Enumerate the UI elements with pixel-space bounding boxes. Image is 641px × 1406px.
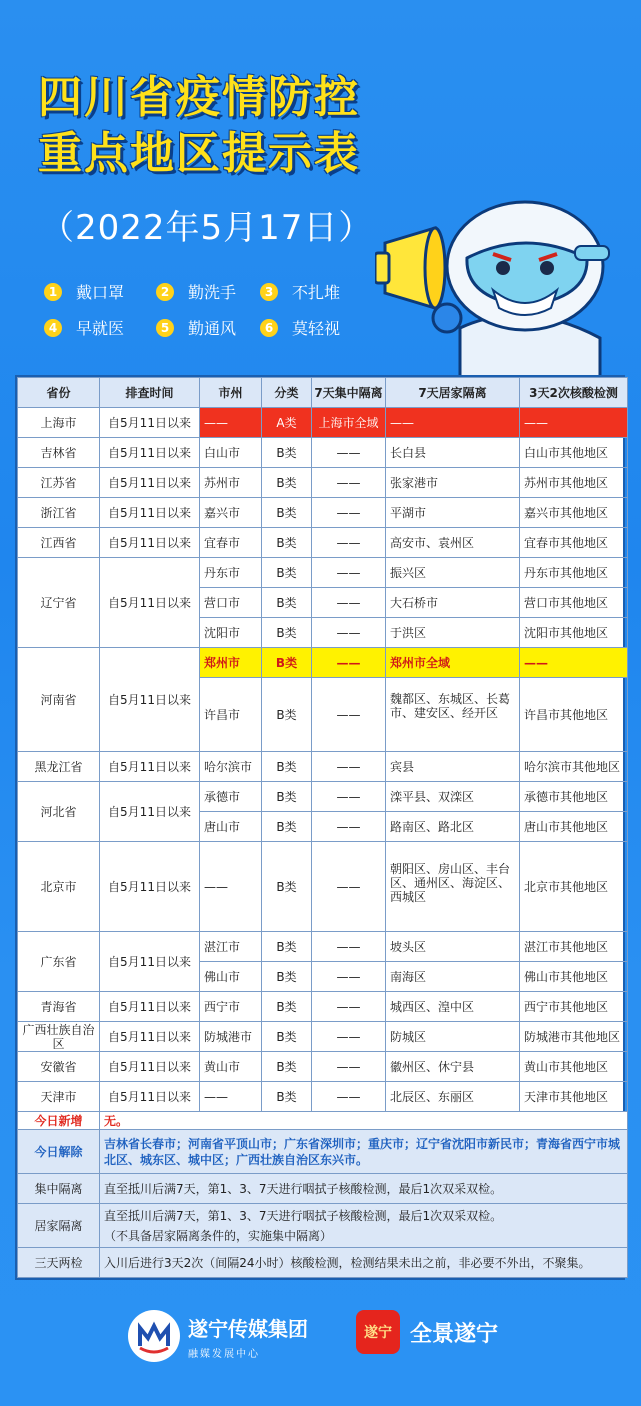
- cell-test: 沈阳市其他地区: [520, 618, 628, 648]
- cell-home: 长白县: [386, 438, 520, 468]
- cell-central: ——: [312, 648, 386, 678]
- cell-test: 白山市其他地区: [520, 438, 628, 468]
- cell-time: 自5月11日以来: [100, 1052, 200, 1082]
- column-header-city: 市州: [200, 378, 262, 408]
- table-row: [18, 1082, 628, 1112]
- cell-test: 西宁市其他地区: [520, 992, 628, 1022]
- tip-item: [44, 316, 124, 339]
- cell-province: 吉林省: [18, 438, 100, 468]
- cell-city: 湛江市: [200, 932, 262, 962]
- tip-label: 早就医: [76, 319, 125, 338]
- tip-label: 勤洗手: [188, 283, 237, 302]
- new-value: 无。: [100, 1112, 628, 1130]
- cell-class: B类: [262, 468, 312, 498]
- cell-central: ——: [312, 812, 386, 842]
- column-header-test: 3天2次核酸检测: [520, 378, 628, 408]
- tip-item: [260, 280, 340, 303]
- title-line-1: 四川省疫情防控: [38, 72, 360, 123]
- column-header-province: 省份: [18, 378, 100, 408]
- cell-time: 自5月11日以来: [100, 1022, 200, 1052]
- table-row: [18, 1052, 628, 1082]
- three-value: 入川后进行3天2次（间隔24小时）核酸检测，检测结果未出之前，非必要不外出，不聚集。: [100, 1248, 628, 1278]
- table-row: [18, 438, 628, 468]
- column-header-class: 分类: [262, 378, 312, 408]
- cell-class: B类: [262, 1082, 312, 1112]
- tip-number: 1: [44, 283, 62, 301]
- cell-time: 自5月11日以来: [100, 842, 200, 932]
- brand-suining-media: [128, 1310, 308, 1362]
- cell-province: 河北省: [18, 782, 100, 842]
- cell-central: ——: [312, 962, 386, 992]
- quanjing-logo-icon: 遂宁: [356, 1310, 400, 1354]
- cell-province: 青海省: [18, 992, 100, 1022]
- cell-test: 苏州市其他地区: [520, 468, 628, 498]
- tip-label: 莫轻视: [292, 319, 341, 338]
- tip-number: 3: [260, 283, 278, 301]
- cell-central: ——: [312, 1052, 386, 1082]
- table-row: [18, 558, 628, 588]
- footer-row-three: [18, 1248, 628, 1278]
- cell-class: B类: [262, 618, 312, 648]
- cell-test: 营口市其他地区: [520, 588, 628, 618]
- cell-test: 天津市其他地区: [520, 1082, 628, 1112]
- cell-time: 自5月11日以来: [100, 1082, 200, 1112]
- brand-1-sub: 融媒发展中心: [188, 1348, 260, 1360]
- release-label: 今日解除: [18, 1130, 100, 1174]
- tip-item: [44, 280, 124, 303]
- cell-class: B类: [262, 992, 312, 1022]
- cell-home: 防城区: [386, 1022, 520, 1052]
- cell-central: ——: [312, 498, 386, 528]
- cell-time: 自5月11日以来: [100, 752, 200, 782]
- tip-item: [156, 280, 236, 303]
- footer-row-central: [18, 1174, 628, 1204]
- cell-city: 许昌市: [200, 678, 262, 752]
- cell-class: B类: [262, 932, 312, 962]
- cell-central: ——: [312, 468, 386, 498]
- cell-test: 哈尔滨市其他地区: [520, 752, 628, 782]
- footer-row-release: [18, 1130, 628, 1174]
- tip-number: 2: [156, 283, 174, 301]
- cell-time: 自5月11日以来: [100, 992, 200, 1022]
- cell-province: 江苏省: [18, 468, 100, 498]
- cell-time: 自5月11日以来: [100, 932, 200, 992]
- cell-home: 魏都区、东城区、长葛市、建安区、经开区: [386, 678, 520, 752]
- cell-city: ——: [200, 408, 262, 438]
- footer-row-new: [18, 1112, 628, 1130]
- key-areas-table: [15, 375, 625, 1280]
- cell-time: 自5月11日以来: [100, 782, 200, 842]
- cell-class: B类: [262, 962, 312, 992]
- cell-home: 滦平县、双滦区: [386, 782, 520, 812]
- three-label: 三天两检: [18, 1248, 100, 1278]
- cell-class: B类: [262, 782, 312, 812]
- cell-test: 湛江市其他地区: [520, 932, 628, 962]
- table-row: [18, 992, 628, 1022]
- cell-province: 江西省: [18, 528, 100, 558]
- cell-city: ——: [200, 1082, 262, 1112]
- cell-province: 广东省: [18, 932, 100, 992]
- title-line-2: 重点地区提示表: [38, 128, 360, 179]
- cell-test: ——: [520, 408, 628, 438]
- cell-province: 北京市: [18, 842, 100, 932]
- cell-province: 浙江省: [18, 498, 100, 528]
- cell-test: 宜春市其他地区: [520, 528, 628, 558]
- table-row: [18, 498, 628, 528]
- cell-city: 承德市: [200, 782, 262, 812]
- cell-time: 自5月11日以来: [100, 468, 200, 498]
- suining-media-logo-icon: [128, 1310, 180, 1362]
- cell-class: B类: [262, 1052, 312, 1082]
- cell-city: 黄山市: [200, 1052, 262, 1082]
- cell-city: 防城港市: [200, 1022, 262, 1052]
- cell-test: 承德市其他地区: [520, 782, 628, 812]
- table-row: [18, 932, 628, 962]
- cell-class: B类: [262, 648, 312, 678]
- cell-province: 辽宁省: [18, 558, 100, 648]
- tip-number: 4: [44, 319, 62, 337]
- column-header-central: 7天集中隔离: [312, 378, 386, 408]
- home-cell: [100, 1204, 628, 1248]
- release-value: 吉林省长春市；河南省平顶山市；广东省深圳市；重庆市；辽宁省沈阳市新民市；青海省西宁市城北区、城东区、城中区；广西壮族自治区东兴市。: [100, 1130, 628, 1174]
- cell-home: 宾县: [386, 752, 520, 782]
- cell-time: 自5月11日以来: [100, 648, 200, 752]
- cell-central: ——: [312, 618, 386, 648]
- brand-quanjing-suining: [356, 1310, 498, 1354]
- home-note: （不具备居家隔离条件的，实施集中隔离）: [104, 1228, 333, 1243]
- table-row: [18, 1022, 628, 1052]
- cell-home: 坡头区: [386, 932, 520, 962]
- tip-label: 勤通风: [188, 319, 237, 338]
- cell-home: 路南区、路北区: [386, 812, 520, 842]
- cell-central: ——: [312, 992, 386, 1022]
- footer-row-home: [18, 1204, 628, 1248]
- cell-home: 朝阳区、房山区、丰台区、通州区、海淀区、西城区: [386, 842, 520, 932]
- cell-home: 平湖市: [386, 498, 520, 528]
- cell-city: 苏州市: [200, 468, 262, 498]
- cell-central: ——: [312, 842, 386, 932]
- cell-province: 黑龙江省: [18, 752, 100, 782]
- cell-central: ——: [312, 1022, 386, 1052]
- cell-class: B类: [262, 1022, 312, 1052]
- date-label: （2022年5月17日）: [40, 208, 374, 248]
- cell-central: ——: [312, 438, 386, 468]
- cell-test: ——: [520, 648, 628, 678]
- cell-test: 许昌市其他地区: [520, 678, 628, 752]
- table-header-row: [18, 378, 628, 408]
- cell-time: 自5月11日以来: [100, 438, 200, 468]
- brand-1-name: 遂宁传媒集团: [188, 1316, 308, 1341]
- cell-central: 上海市全域: [312, 408, 386, 438]
- cell-test: 嘉兴市其他地区: [520, 498, 628, 528]
- cell-test: 佛山市其他地区: [520, 962, 628, 992]
- table-row: [18, 468, 628, 498]
- cell-class: B类: [262, 588, 312, 618]
- cell-city: 宜春市: [200, 528, 262, 558]
- tip-number: 5: [156, 319, 174, 337]
- table-row: [18, 648, 628, 678]
- new-label: 今日新增: [18, 1112, 100, 1130]
- cell-class: B类: [262, 558, 312, 588]
- cell-home: 城西区、湟中区: [386, 992, 520, 1022]
- tip-item: [260, 316, 340, 339]
- cell-city: 唐山市: [200, 812, 262, 842]
- cell-home: 郑州市全域: [386, 648, 520, 678]
- page-title: [38, 70, 360, 182]
- cell-test: 防城港市其他地区: [520, 1022, 628, 1052]
- cell-class: B类: [262, 678, 312, 752]
- cell-test: 丹东市其他地区: [520, 558, 628, 588]
- cell-city: ——: [200, 842, 262, 932]
- central-label: 集中隔离: [18, 1174, 100, 1204]
- cell-class: B类: [262, 528, 312, 558]
- home-label: 居家隔离: [18, 1204, 100, 1248]
- cell-city: 丹东市: [200, 558, 262, 588]
- cell-city: 白山市: [200, 438, 262, 468]
- table-row: [18, 528, 628, 558]
- cell-city: 沈阳市: [200, 618, 262, 648]
- cell-city: 西宁市: [200, 992, 262, 1022]
- cell-home: 北辰区、东丽区: [386, 1082, 520, 1112]
- tip-label: 不扎堆: [292, 283, 341, 302]
- cell-city: 佛山市: [200, 962, 262, 992]
- cell-central: ——: [312, 782, 386, 812]
- cell-province: 安徽省: [18, 1052, 100, 1082]
- table-row: [18, 842, 628, 932]
- cell-city: 郑州市: [200, 648, 262, 678]
- cell-city: 哈尔滨市: [200, 752, 262, 782]
- cell-province: 河南省: [18, 648, 100, 752]
- cell-test: 黄山市其他地区: [520, 1052, 628, 1082]
- cell-class: B类: [262, 752, 312, 782]
- tip-item: [156, 316, 236, 339]
- cell-test: 北京市其他地区: [520, 842, 628, 932]
- cell-province: 广西壮族自治区: [18, 1022, 100, 1052]
- cell-class: B类: [262, 498, 312, 528]
- home-value: 直至抵川后满7天，第1、3、7天进行咽拭子核酸检测，最后1次双采双检。: [104, 1208, 503, 1223]
- cell-class: B类: [262, 438, 312, 468]
- cell-city: 嘉兴市: [200, 498, 262, 528]
- tip-number: 6: [260, 319, 278, 337]
- cell-time: 自5月11日以来: [100, 528, 200, 558]
- cell-time: 自5月11日以来: [100, 558, 200, 648]
- cell-test: 唐山市其他地区: [520, 812, 628, 842]
- cell-home: 振兴区: [386, 558, 520, 588]
- cell-central: ——: [312, 752, 386, 782]
- cell-province: 天津市: [18, 1082, 100, 1112]
- cell-central: ——: [312, 678, 386, 752]
- cell-time: 自5月11日以来: [100, 408, 200, 438]
- column-header-home: 7天居家隔离: [386, 378, 520, 408]
- cell-central: ——: [312, 588, 386, 618]
- cell-home: 张家港市: [386, 468, 520, 498]
- cell-central: ——: [312, 932, 386, 962]
- cell-class: B类: [262, 842, 312, 932]
- cell-class: A类: [262, 408, 312, 438]
- cell-time: 自5月11日以来: [100, 498, 200, 528]
- cell-home: 于洪区: [386, 618, 520, 648]
- cell-central: ——: [312, 558, 386, 588]
- table-row: [18, 782, 628, 812]
- cell-home: 高安市、袁州区: [386, 528, 520, 558]
- cell-city: 营口市: [200, 588, 262, 618]
- cell-home: 徽州区、休宁县: [386, 1052, 520, 1082]
- mascot-megaphone-icon: [375, 198, 625, 378]
- cell-home: ——: [386, 408, 520, 438]
- cell-province: 上海市: [18, 408, 100, 438]
- cell-home: 大石桥市: [386, 588, 520, 618]
- cell-home: 南海区: [386, 962, 520, 992]
- cell-central: ——: [312, 1082, 386, 1112]
- brand-2-name: 全景遂宁: [410, 1321, 499, 1347]
- central-value: 直至抵川后满7天，第1、3、7天进行咽拭子核酸检测，最后1次双采双检。: [100, 1174, 628, 1204]
- cell-class: B类: [262, 812, 312, 842]
- table-row: [18, 752, 628, 782]
- table-row: [18, 408, 628, 438]
- tip-label: 戴口罩: [76, 283, 125, 302]
- cell-central: ——: [312, 528, 386, 558]
- column-header-time: 排查时间: [100, 378, 200, 408]
